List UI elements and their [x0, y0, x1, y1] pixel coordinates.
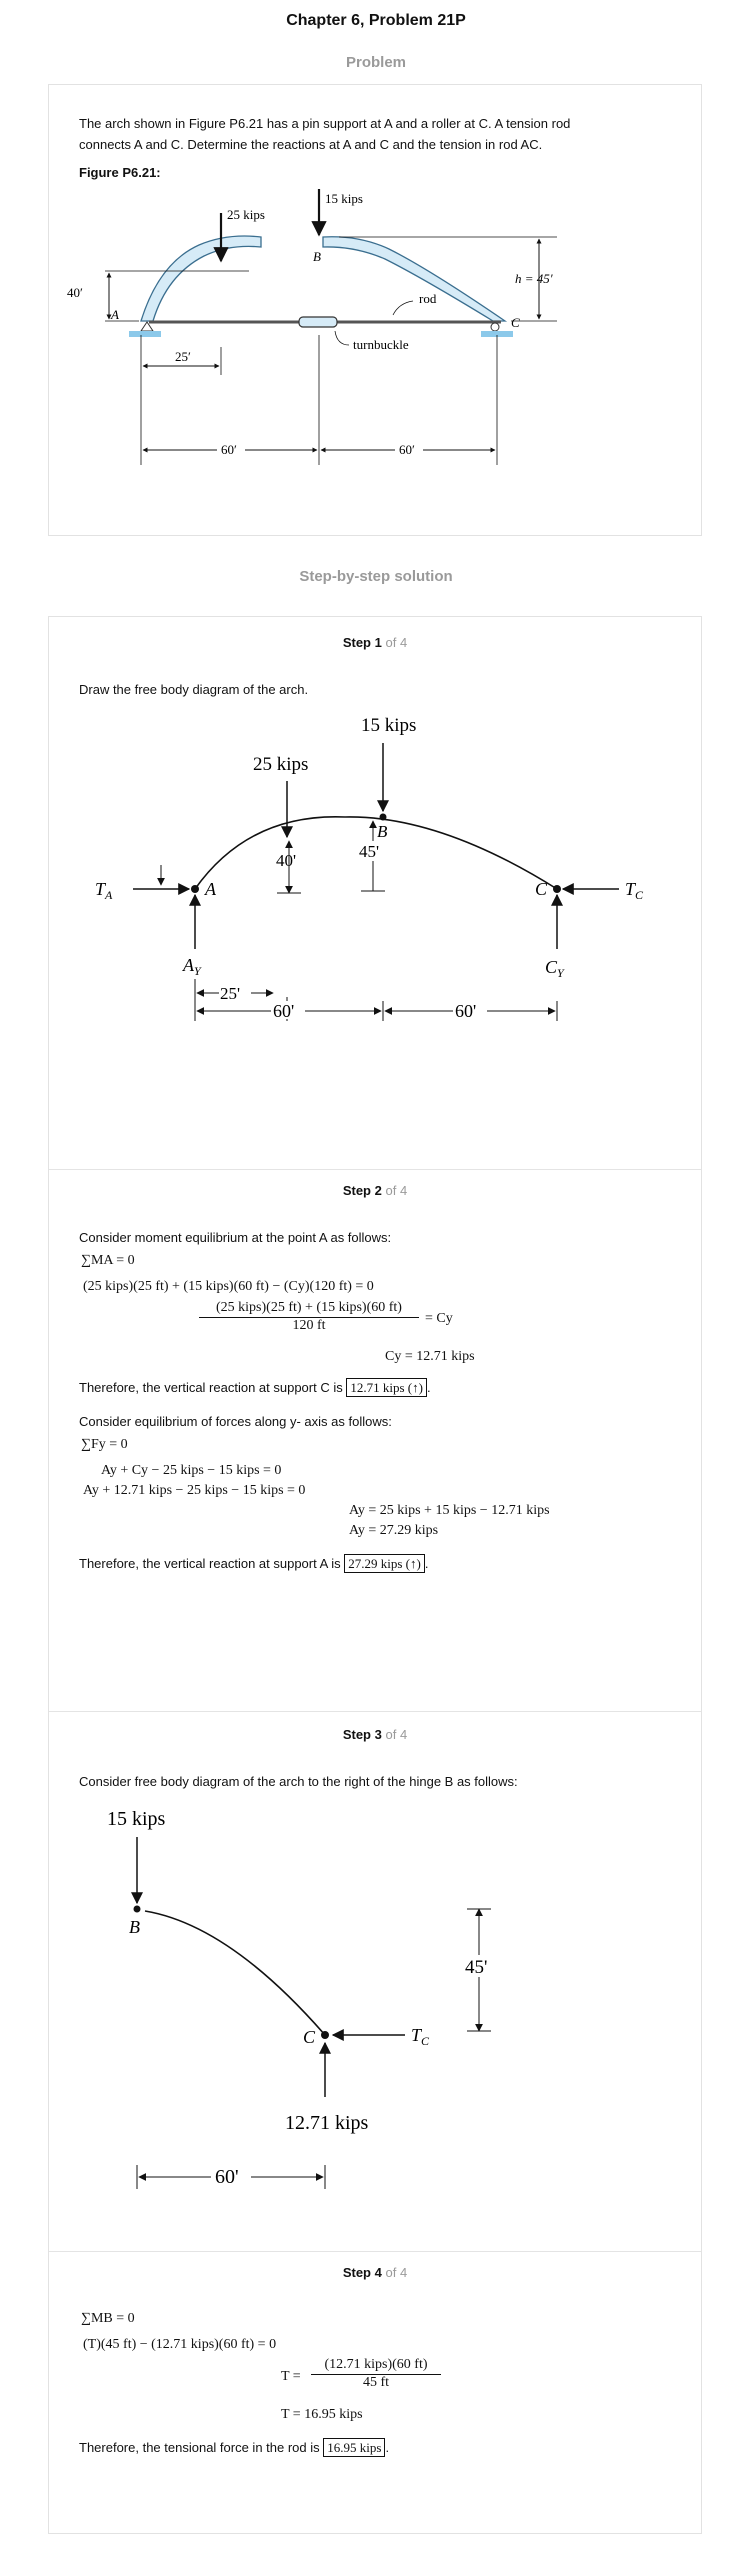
dim-h-label: h = 45′: [515, 271, 553, 286]
solution-panel: [48, 616, 702, 2534]
support-a-label: A: [111, 307, 119, 322]
step3-fbd: [49, 1795, 703, 2215]
step2-eq3-num: (25 kips)(25 ft) + (15 kips)(60 ft): [199, 1300, 419, 1318]
page-title: Chapter 6, Problem 21P: [286, 12, 466, 29]
support-c-label: C: [511, 315, 520, 330]
dim-40-label: 40′: [67, 285, 83, 300]
fbd1-c: C: [535, 879, 548, 899]
fbd1-d60a: 60': [273, 1001, 295, 1021]
dim-60b-label: 60′: [399, 442, 415, 457]
arch-right: [323, 237, 505, 321]
step2-eq3: [199, 1300, 419, 1334]
fbd1-load25: 25 kips: [253, 754, 309, 775]
problem-heading: Problem: [345, 54, 406, 71]
fbd1-b: B: [377, 822, 388, 841]
step1-fbd: [49, 701, 703, 1091]
step2-eq4: Cy = 12.71 kips: [385, 1349, 475, 1364]
rod-label: rod: [419, 291, 437, 306]
fbd3-arch: [145, 1911, 325, 2035]
support-c-roller: [491, 323, 499, 331]
dim-60a-label: 60′: [221, 442, 237, 457]
step1-title: Step 1 of 4: [342, 635, 408, 650]
step2-result1-box: 12.71 kips (↑): [346, 1378, 427, 1397]
step2-eq7: Ay + 12.71 kips − 25 kips − 15 kips = 0: [83, 1483, 306, 1498]
problem-panel: [48, 84, 702, 536]
fbd3-c: C: [303, 2027, 316, 2047]
step2-eq2: (25 kips)(25 ft) + (15 kips)(60 ft) − (Cy)(120 ft) = 0: [83, 1279, 374, 1294]
fbd1-ay: $A_Y$: [183, 955, 201, 978]
step2-eq3-den: 120 ft: [292, 1318, 326, 1333]
fbd1-d60b: 60': [455, 1001, 477, 1021]
step2-eq6: Ay + Cy − 25 kips − 15 kips = 0: [101, 1463, 282, 1478]
fbd3-d60: 60': [215, 2166, 239, 2188]
problem-text-line1: The arch shown in Figure P6.21 has a pin support at A and a roller at C. A tension rod: [79, 116, 571, 131]
fbd1-ta: $T_A$: [95, 879, 113, 902]
step1-text: Draw the free body diagram of the arch.: [79, 682, 309, 697]
step4-eq1: ∑MB = 0: [81, 2311, 135, 2326]
step2-eq8: Ay = 25 kips + 15 kips − 12.71 kips: [349, 1503, 550, 1518]
step2-eq1: ∑MA = 0: [81, 1253, 135, 1268]
step3-title: Step 3 of 4: [342, 1727, 408, 1742]
fbd3-tc: $T_C$: [411, 2025, 430, 2048]
arch-left: [141, 236, 261, 321]
figure-label: Figure P6.21:: [79, 165, 161, 180]
fbd3-cy: 12.71 kips: [285, 2112, 369, 2134]
step3-text: Consider free body diagram of the arch to the right of the hinge B as follows:: [79, 1774, 518, 1789]
fbd1-d45: 45': [359, 842, 380, 861]
load-15-label: 15 kips: [325, 191, 363, 206]
step4-eq3-num: (12.71 kips)(60 ft): [311, 2357, 441, 2375]
turnbuckle-shape: [299, 317, 337, 327]
step4-title: Step 4 of 4: [342, 2265, 408, 2280]
turnbuckle-label: turnbuckle: [353, 337, 409, 352]
step4-eq2: (T)(45 ft) − (12.71 kips)(60 ft) = 0: [83, 2337, 277, 2352]
step2-eq5: ∑Fy = 0: [81, 1437, 128, 1452]
fbd1-d40: 40': [276, 851, 297, 870]
figure-p6-21: [49, 185, 703, 525]
step2-intro2: Consider equilibrium of forces along y- axis as follows:: [79, 1414, 392, 1429]
step4-eq3-lhs: T =: [281, 2369, 301, 2384]
fbd3-load15: 15 kips: [107, 1808, 166, 1830]
fbd1-a: A: [205, 879, 216, 899]
step4-result: Therefore, the tensional force in the rod is 16.95 kips .: [79, 2440, 390, 2455]
step2-eq9: Ay = 27.29 kips: [349, 1523, 439, 1538]
problem-text-line2: connects A and C. Determine the reactions at A and C and the tension in rod AC.: [79, 137, 543, 152]
fbd3-b: B: [129, 1917, 140, 1937]
step4-eq3-den: 45 ft: [362, 2375, 390, 2390]
step2-result2-box: 27.29 kips (↑): [344, 1554, 425, 1573]
step2-intro: Consider moment equilibrium at the point A as follows:: [79, 1230, 392, 1245]
load-25-label: 25 kips: [227, 207, 265, 222]
step4-eq3: [311, 2357, 441, 2391]
step2-result2: Therefore, the vertical reaction at support A is 27.29 kips (↑) .: [79, 1556, 429, 1571]
fbd1-load15: 15 kips: [361, 715, 417, 736]
solution-heading: Step-by-step solution: [299, 568, 453, 585]
step4-eq4: T = 16.95 kips: [281, 2407, 363, 2422]
hinge-b-label: B: [313, 249, 321, 264]
fbd1-d25: 25': [220, 984, 241, 1003]
step2-title: Step 2 of 4: [342, 1183, 408, 1198]
step2-result1: Therefore, the vertical reaction at support C is 12.71 kips (↑) .: [79, 1380, 431, 1395]
dim-25-label: 25′: [175, 349, 191, 364]
fbd1-tc: $T_C$: [625, 879, 644, 902]
fbd3-d45: 45': [465, 1957, 488, 1978]
step2-eq3-rhs: = Cy: [425, 1311, 453, 1326]
fbd1-cy: $C_Y$: [545, 957, 564, 980]
step4-result-box: 16.95 kips: [323, 2438, 385, 2457]
